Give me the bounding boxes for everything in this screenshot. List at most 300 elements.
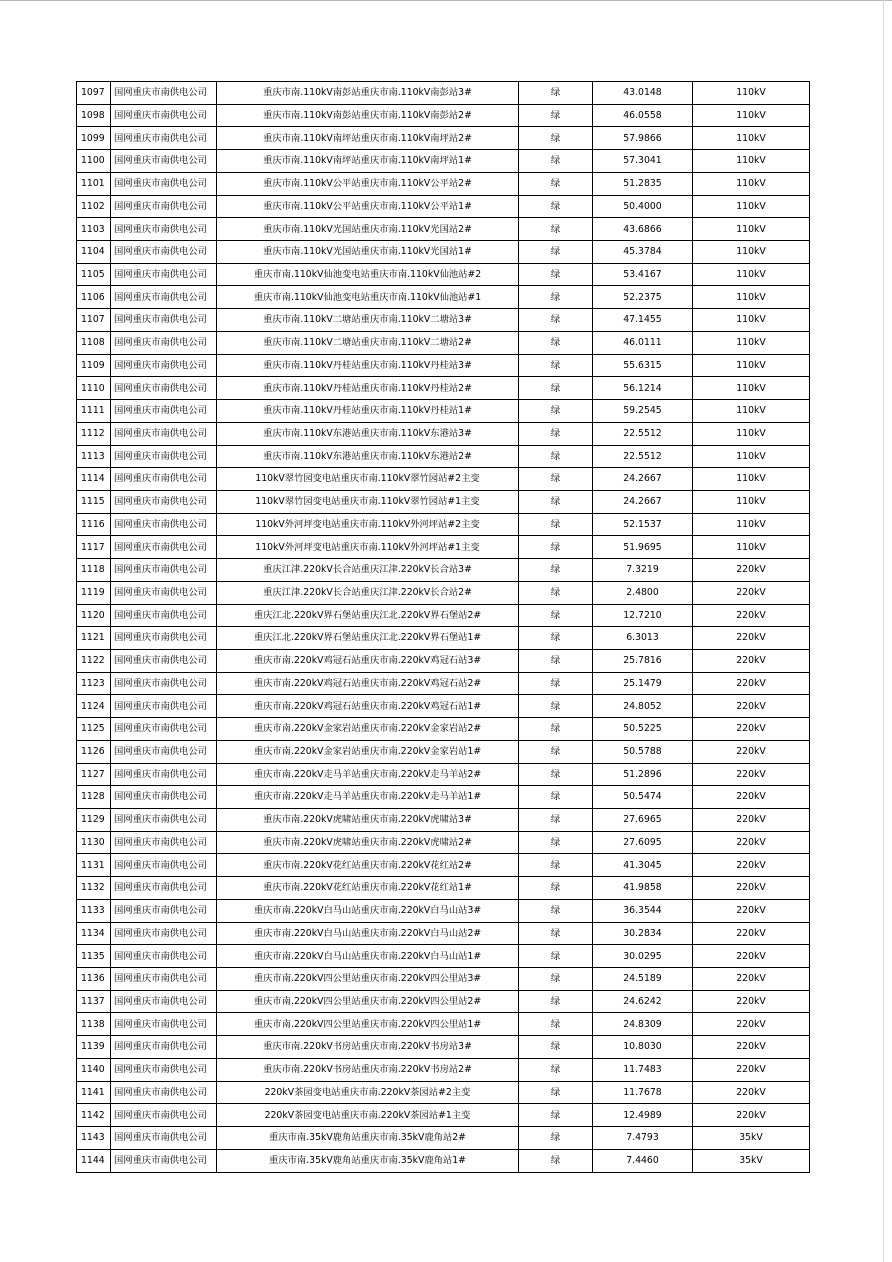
status-color-cell: 绿	[519, 172, 593, 195]
company-name-cell: 国网重庆市南供电公司	[111, 1149, 217, 1172]
row-number-cell: 1130	[77, 831, 111, 854]
table-row	[77, 286, 810, 309]
value-cell: 24.6242	[593, 990, 693, 1013]
table-row	[77, 150, 810, 173]
status-color-cell: 绿	[519, 1104, 593, 1127]
row-number-cell: 1107	[77, 309, 111, 332]
table-row	[77, 445, 810, 468]
status-color-cell: 绿	[519, 990, 593, 1013]
station-name-cell: 重庆市南.110kV丹桂站重庆市南.110kV丹桂站3#	[217, 354, 519, 377]
table-row	[77, 513, 810, 536]
station-name-cell: 重庆市南.220kV走马羊站重庆市南.220kV走马羊站2#	[217, 763, 519, 786]
station-name-cell: 重庆市南.220kV白马山站重庆市南.220kV白马山站1#	[217, 945, 519, 968]
data-table	[76, 81, 810, 1173]
status-color-cell: 绿	[519, 649, 593, 672]
row-number-cell: 1136	[77, 968, 111, 991]
voltage-level-cell: 110kV	[693, 400, 810, 423]
station-name-cell: 110kV外河坪变电站重庆市南.110kV外河坪站#2主变	[217, 513, 519, 536]
company-name-cell: 国网重庆市南供电公司	[111, 490, 217, 513]
value-cell: 46.0111	[593, 331, 693, 354]
voltage-level-cell: 110kV	[693, 422, 810, 445]
row-number-cell: 1126	[77, 740, 111, 763]
station-name-cell: 重庆市南.110kV南坪站重庆市南.110kV南坪站1#	[217, 150, 519, 173]
status-color-cell: 绿	[519, 945, 593, 968]
table-row	[77, 1013, 810, 1036]
table-row	[77, 195, 810, 218]
voltage-level-cell: 220kV	[693, 831, 810, 854]
station-name-cell: 重庆市南.110kV丹桂站重庆市南.110kV丹桂站2#	[217, 377, 519, 400]
voltage-level-cell: 220kV	[693, 968, 810, 991]
station-name-cell: 重庆市南.220kV鸡冠石站重庆市南.220kV鸡冠石站1#	[217, 695, 519, 718]
station-name-cell: 重庆市南.110kV东港站重庆市南.110kV东港站2#	[217, 445, 519, 468]
voltage-level-cell: 110kV	[693, 82, 810, 105]
value-cell: 53.4167	[593, 263, 693, 286]
row-number-cell: 1121	[77, 627, 111, 650]
company-name-cell: 国网重庆市南供电公司	[111, 218, 217, 241]
company-name-cell: 国网重庆市南供电公司	[111, 877, 217, 900]
row-number-cell: 1100	[77, 150, 111, 173]
table-row	[77, 831, 810, 854]
status-color-cell: 绿	[519, 1036, 593, 1059]
station-name-cell: 重庆市南.220kV金家岩站重庆市南.220kV金家岩站2#	[217, 718, 519, 741]
table-row	[77, 82, 810, 105]
voltage-level-cell: 110kV	[693, 536, 810, 559]
table-row	[77, 468, 810, 491]
station-name-cell: 重庆市南.220kV花红站重庆市南.220kV花红站2#	[217, 854, 519, 877]
status-color-cell: 绿	[519, 1081, 593, 1104]
row-number-cell: 1142	[77, 1104, 111, 1127]
station-name-cell: 重庆市南.220kV金家岩站重庆市南.220kV金家岩站1#	[217, 740, 519, 763]
company-name-cell: 国网重庆市南供电公司	[111, 377, 217, 400]
value-cell: 50.4000	[593, 195, 693, 218]
status-color-cell: 绿	[519, 331, 593, 354]
status-color-cell: 绿	[519, 559, 593, 582]
value-cell: 25.7816	[593, 649, 693, 672]
station-name-cell: 重庆市南.110kV二塘站重庆市南.110kV二塘站2#	[217, 331, 519, 354]
value-cell: 41.9858	[593, 877, 693, 900]
status-color-cell: 绿	[519, 831, 593, 854]
row-number-cell: 1106	[77, 286, 111, 309]
table-row	[77, 1127, 810, 1150]
status-color-cell: 绿	[519, 82, 593, 105]
row-number-cell: 1139	[77, 1036, 111, 1059]
company-name-cell: 国网重庆市南供电公司	[111, 286, 217, 309]
table-row	[77, 1036, 810, 1059]
row-number-cell: 1105	[77, 263, 111, 286]
company-name-cell: 国网重庆市南供电公司	[111, 922, 217, 945]
table-row	[77, 536, 810, 559]
row-number-cell: 1110	[77, 377, 111, 400]
table-row	[77, 581, 810, 604]
company-name-cell: 国网重庆市南供电公司	[111, 786, 217, 809]
station-name-cell: 重庆市南.220kV书房站重庆市南.220kV书房站3#	[217, 1036, 519, 1059]
row-number-cell: 1124	[77, 695, 111, 718]
table-row	[77, 899, 810, 922]
company-name-cell: 国网重庆市南供电公司	[111, 763, 217, 786]
voltage-level-cell: 220kV	[693, 1081, 810, 1104]
table-row	[77, 1149, 810, 1172]
status-color-cell: 绿	[519, 445, 593, 468]
station-name-cell: 重庆江北.220kV界石堡站重庆江北.220kV界石堡站2#	[217, 604, 519, 627]
station-name-cell: 重庆市南.35kV鹿角站重庆市南.35kV鹿角站1#	[217, 1149, 519, 1172]
voltage-level-cell: 220kV	[693, 1036, 810, 1059]
station-name-cell: 重庆市南.110kV东港站重庆市南.110kV东港站3#	[217, 422, 519, 445]
voltage-level-cell: 220kV	[693, 718, 810, 741]
voltage-level-cell: 220kV	[693, 854, 810, 877]
voltage-level-cell: 110kV	[693, 150, 810, 173]
row-number-cell: 1118	[77, 559, 111, 582]
company-name-cell: 国网重庆市南供电公司	[111, 899, 217, 922]
table-row	[77, 809, 810, 832]
voltage-level-cell: 220kV	[693, 1058, 810, 1081]
company-name-cell: 国网重庆市南供电公司	[111, 968, 217, 991]
status-color-cell: 绿	[519, 309, 593, 332]
value-cell: 57.9866	[593, 127, 693, 150]
station-name-cell: 110kV外河坪变电站重庆市南.110kV外河坪站#1主变	[217, 536, 519, 559]
company-name-cell: 国网重庆市南供电公司	[111, 195, 217, 218]
value-cell: 24.2667	[593, 468, 693, 491]
status-color-cell: 绿	[519, 354, 593, 377]
row-number-cell: 1137	[77, 990, 111, 1013]
company-name-cell: 国网重庆市南供电公司	[111, 354, 217, 377]
voltage-level-cell: 220kV	[693, 1013, 810, 1036]
value-cell: 50.5474	[593, 786, 693, 809]
value-cell: 45.3784	[593, 241, 693, 264]
status-color-cell: 绿	[519, 377, 593, 400]
station-name-cell: 重庆市南.110kV光国站重庆市南.110kV光国站1#	[217, 241, 519, 264]
station-name-cell: 110kV翠竹园变电站重庆市南.110kV翠竹园站#2主变	[217, 468, 519, 491]
voltage-level-cell: 110kV	[693, 377, 810, 400]
value-cell: 11.7678	[593, 1081, 693, 1104]
value-cell: 6.3013	[593, 627, 693, 650]
voltage-level-cell: 220kV	[693, 604, 810, 627]
table-row	[77, 786, 810, 809]
status-color-cell: 绿	[519, 218, 593, 241]
row-number-cell: 1098	[77, 104, 111, 127]
table-row	[77, 695, 810, 718]
table-row	[77, 922, 810, 945]
value-cell: 2.4800	[593, 581, 693, 604]
station-name-cell: 重庆市南.220kV四公里站重庆市南.220kV四公里站3#	[217, 968, 519, 991]
table-row	[77, 490, 810, 513]
company-name-cell: 国网重庆市南供电公司	[111, 82, 217, 105]
voltage-level-cell: 110kV	[693, 172, 810, 195]
status-color-cell: 绿	[519, 809, 593, 832]
station-name-cell: 220kV茶园变电站重庆市南.220kV茶园站#1主变	[217, 1104, 519, 1127]
voltage-level-cell: 220kV	[693, 922, 810, 945]
station-name-cell: 重庆市南.110kV南彭站重庆市南.110kV南彭站2#	[217, 104, 519, 127]
company-name-cell: 国网重庆市南供电公司	[111, 1013, 217, 1036]
value-cell: 24.2667	[593, 490, 693, 513]
table-row	[77, 1104, 810, 1127]
table-row	[77, 104, 810, 127]
company-name-cell: 国网重庆市南供电公司	[111, 809, 217, 832]
voltage-level-cell: 220kV	[693, 990, 810, 1013]
status-color-cell: 绿	[519, 1149, 593, 1172]
company-name-cell: 国网重庆市南供电公司	[111, 695, 217, 718]
company-name-cell: 国网重庆市南供电公司	[111, 309, 217, 332]
row-number-cell: 1103	[77, 218, 111, 241]
station-name-cell: 重庆市南.220kV四公里站重庆市南.220kV四公里站2#	[217, 990, 519, 1013]
status-color-cell: 绿	[519, 627, 593, 650]
value-cell: 56.1214	[593, 377, 693, 400]
company-name-cell: 国网重庆市南供电公司	[111, 718, 217, 741]
value-cell: 22.5512	[593, 422, 693, 445]
value-cell: 12.4989	[593, 1104, 693, 1127]
station-name-cell: 重庆市南.110kV公平站重庆市南.110kV公平站1#	[217, 195, 519, 218]
status-color-cell: 绿	[519, 854, 593, 877]
company-name-cell: 国网重庆市南供电公司	[111, 513, 217, 536]
status-color-cell: 绿	[519, 672, 593, 695]
company-name-cell: 国网重庆市南供电公司	[111, 559, 217, 582]
voltage-level-cell: 110kV	[693, 263, 810, 286]
voltage-level-cell: 220kV	[693, 763, 810, 786]
voltage-level-cell: 220kV	[693, 627, 810, 650]
voltage-level-cell: 220kV	[693, 695, 810, 718]
company-name-cell: 国网重庆市南供电公司	[111, 990, 217, 1013]
station-name-cell: 重庆市南.110kV二塘站重庆市南.110kV二塘站3#	[217, 309, 519, 332]
status-color-cell: 绿	[519, 400, 593, 423]
company-name-cell: 国网重庆市南供电公司	[111, 740, 217, 763]
voltage-level-cell: 110kV	[693, 241, 810, 264]
row-number-cell: 1133	[77, 899, 111, 922]
value-cell: 43.0148	[593, 82, 693, 105]
company-name-cell: 国网重庆市南供电公司	[111, 400, 217, 423]
row-number-cell: 1125	[77, 718, 111, 741]
value-cell: 7.4460	[593, 1149, 693, 1172]
status-color-cell: 绿	[519, 104, 593, 127]
value-cell: 50.5225	[593, 718, 693, 741]
value-cell: 46.0558	[593, 104, 693, 127]
status-color-cell: 绿	[519, 422, 593, 445]
value-cell: 22.5512	[593, 445, 693, 468]
company-name-cell: 国网重庆市南供电公司	[111, 649, 217, 672]
voltage-level-cell: 110kV	[693, 195, 810, 218]
station-name-cell: 重庆市南.110kV南彭站重庆市南.110kV南彭站3#	[217, 82, 519, 105]
row-number-cell: 1113	[77, 445, 111, 468]
table-row	[77, 377, 810, 400]
row-number-cell: 1129	[77, 809, 111, 832]
status-color-cell: 绿	[519, 490, 593, 513]
company-name-cell: 国网重庆市南供电公司	[111, 104, 217, 127]
voltage-level-cell: 220kV	[693, 899, 810, 922]
row-number-cell: 1097	[77, 82, 111, 105]
status-color-cell: 绿	[519, 195, 593, 218]
status-color-cell: 绿	[519, 263, 593, 286]
row-number-cell: 1109	[77, 354, 111, 377]
table-row	[77, 649, 810, 672]
table-row	[77, 968, 810, 991]
status-color-cell: 绿	[519, 718, 593, 741]
station-name-cell: 重庆市南.110kV南坪站重庆市南.110kV南坪站2#	[217, 127, 519, 150]
value-cell: 7.4793	[593, 1127, 693, 1150]
table-row	[77, 877, 810, 900]
table-row	[77, 400, 810, 423]
voltage-level-cell: 220kV	[693, 877, 810, 900]
row-number-cell: 1116	[77, 513, 111, 536]
row-number-cell: 1102	[77, 195, 111, 218]
company-name-cell: 国网重庆市南供电公司	[111, 536, 217, 559]
table-row	[77, 718, 810, 741]
table-row	[77, 263, 810, 286]
table-row	[77, 331, 810, 354]
row-number-cell: 1127	[77, 763, 111, 786]
table-row	[77, 1058, 810, 1081]
voltage-level-cell: 110kV	[693, 468, 810, 491]
row-number-cell: 1111	[77, 400, 111, 423]
value-cell: 43.6866	[593, 218, 693, 241]
status-color-cell: 绿	[519, 740, 593, 763]
row-number-cell: 1141	[77, 1081, 111, 1104]
company-name-cell: 国网重庆市南供电公司	[111, 581, 217, 604]
value-cell: 27.6965	[593, 809, 693, 832]
station-name-cell: 重庆江津.220kV长合站重庆江津.220kV长合站2#	[217, 581, 519, 604]
station-name-cell: 重庆市南.220kV虎啸站重庆市南.220kV虎啸站3#	[217, 809, 519, 832]
value-cell: 47.1455	[593, 309, 693, 332]
company-name-cell: 国网重庆市南供电公司	[111, 445, 217, 468]
table-row	[77, 422, 810, 445]
company-name-cell: 国网重庆市南供电公司	[111, 127, 217, 150]
status-color-cell: 绿	[519, 468, 593, 491]
company-name-cell: 国网重庆市南供电公司	[111, 945, 217, 968]
station-name-cell: 110kV翠竹园变电站重庆市南.110kV翠竹园站#1主变	[217, 490, 519, 513]
status-color-cell: 绿	[519, 127, 593, 150]
voltage-level-cell: 220kV	[693, 740, 810, 763]
status-color-cell: 绿	[519, 536, 593, 559]
station-name-cell: 重庆市南.220kV四公里站重庆市南.220kV四公里站1#	[217, 1013, 519, 1036]
table-row	[77, 740, 810, 763]
voltage-level-cell: 110kV	[693, 331, 810, 354]
value-cell: 51.2896	[593, 763, 693, 786]
row-number-cell: 1140	[77, 1058, 111, 1081]
status-color-cell: 绿	[519, 581, 593, 604]
value-cell: 57.3041	[593, 150, 693, 173]
row-number-cell: 1117	[77, 536, 111, 559]
table-row	[77, 172, 810, 195]
company-name-cell: 国网重庆市南供电公司	[111, 627, 217, 650]
row-number-cell: 1119	[77, 581, 111, 604]
value-cell: 7.3219	[593, 559, 693, 582]
row-number-cell: 1101	[77, 172, 111, 195]
company-name-cell: 国网重庆市南供电公司	[111, 331, 217, 354]
table-row	[77, 354, 810, 377]
page-right-border	[883, 0, 884, 1262]
voltage-level-cell: 220kV	[693, 1104, 810, 1127]
row-number-cell: 1131	[77, 854, 111, 877]
table-row	[77, 309, 810, 332]
row-number-cell: 1143	[77, 1127, 111, 1150]
value-cell: 50.5788	[593, 740, 693, 763]
station-name-cell: 220kV茶园变电站重庆市南.220kV茶园站#2主变	[217, 1081, 519, 1104]
table-row	[77, 672, 810, 695]
row-number-cell: 1135	[77, 945, 111, 968]
row-number-cell: 1134	[77, 922, 111, 945]
station-name-cell: 重庆市南.110kV公平站重庆市南.110kV公平站2#	[217, 172, 519, 195]
row-number-cell: 1138	[77, 1013, 111, 1036]
status-color-cell: 绿	[519, 763, 593, 786]
status-color-cell: 绿	[519, 241, 593, 264]
table-row	[77, 627, 810, 650]
value-cell: 59.2545	[593, 400, 693, 423]
value-cell: 36.3544	[593, 899, 693, 922]
company-name-cell: 国网重庆市南供电公司	[111, 854, 217, 877]
status-color-cell: 绿	[519, 1013, 593, 1036]
row-number-cell: 1115	[77, 490, 111, 513]
row-number-cell: 1114	[77, 468, 111, 491]
voltage-level-cell: 110kV	[693, 218, 810, 241]
voltage-level-cell: 110kV	[693, 127, 810, 150]
row-number-cell: 1099	[77, 127, 111, 150]
station-name-cell: 重庆市南.110kV光国站重庆市南.110kV光国站2#	[217, 218, 519, 241]
voltage-level-cell: 110kV	[693, 104, 810, 127]
station-name-cell: 重庆市南.220kV花红站重庆市南.220kV花红站1#	[217, 877, 519, 900]
company-name-cell: 国网重庆市南供电公司	[111, 1127, 217, 1150]
row-number-cell: 1112	[77, 422, 111, 445]
page-top-border	[0, 0, 892, 1]
voltage-level-cell: 220kV	[693, 559, 810, 582]
voltage-level-cell: 110kV	[693, 513, 810, 536]
station-name-cell: 重庆市南.220kV白马山站重庆市南.220kV白马山站3#	[217, 899, 519, 922]
station-name-cell: 重庆市南.220kV白马山站重庆市南.220kV白马山站2#	[217, 922, 519, 945]
table-row	[77, 945, 810, 968]
value-cell: 24.8309	[593, 1013, 693, 1036]
status-color-cell: 绿	[519, 150, 593, 173]
table-row	[77, 127, 810, 150]
status-color-cell: 绿	[519, 1127, 593, 1150]
company-name-cell: 国网重庆市南供电公司	[111, 150, 217, 173]
value-cell: 52.2375	[593, 286, 693, 309]
company-name-cell: 国网重庆市南供电公司	[111, 1036, 217, 1059]
value-cell: 24.8052	[593, 695, 693, 718]
value-cell: 25.1479	[593, 672, 693, 695]
row-number-cell: 1104	[77, 241, 111, 264]
status-color-cell: 绿	[519, 695, 593, 718]
company-name-cell: 国网重庆市南供电公司	[111, 241, 217, 264]
status-color-cell: 绿	[519, 899, 593, 922]
voltage-level-cell: 220kV	[693, 672, 810, 695]
company-name-cell: 国网重庆市南供电公司	[111, 672, 217, 695]
station-name-cell: 重庆江北.220kV界石堡站重庆江北.220kV界石堡站1#	[217, 627, 519, 650]
voltage-level-cell: 110kV	[693, 490, 810, 513]
table-row	[77, 1081, 810, 1104]
value-cell: 41.3045	[593, 854, 693, 877]
station-name-cell: 重庆市南.220kV鸡冠石站重庆市南.220kV鸡冠石站2#	[217, 672, 519, 695]
voltage-level-cell: 35kV	[693, 1149, 810, 1172]
table-row	[77, 559, 810, 582]
voltage-level-cell: 35kV	[693, 1127, 810, 1150]
company-name-cell: 国网重庆市南供电公司	[111, 263, 217, 286]
row-number-cell: 1144	[77, 1149, 111, 1172]
company-name-cell: 国网重庆市南供电公司	[111, 831, 217, 854]
voltage-level-cell: 110kV	[693, 286, 810, 309]
status-color-cell: 绿	[519, 922, 593, 945]
station-name-cell: 重庆市南.220kV鸡冠石站重庆市南.220kV鸡冠石站3#	[217, 649, 519, 672]
status-color-cell: 绿	[519, 1058, 593, 1081]
value-cell: 30.2834	[593, 922, 693, 945]
station-name-cell: 重庆市南.220kV书房站重庆市南.220kV书房站2#	[217, 1058, 519, 1081]
voltage-level-cell: 220kV	[693, 945, 810, 968]
voltage-level-cell: 220kV	[693, 581, 810, 604]
station-name-cell: 重庆市南.220kV走马羊站重庆市南.220kV走马羊站1#	[217, 786, 519, 809]
value-cell: 10.8030	[593, 1036, 693, 1059]
voltage-level-cell: 220kV	[693, 786, 810, 809]
value-cell: 51.9695	[593, 536, 693, 559]
value-cell: 11.7483	[593, 1058, 693, 1081]
row-number-cell: 1120	[77, 604, 111, 627]
company-name-cell: 国网重庆市南供电公司	[111, 172, 217, 195]
value-cell: 27.6095	[593, 831, 693, 854]
row-number-cell: 1108	[77, 331, 111, 354]
